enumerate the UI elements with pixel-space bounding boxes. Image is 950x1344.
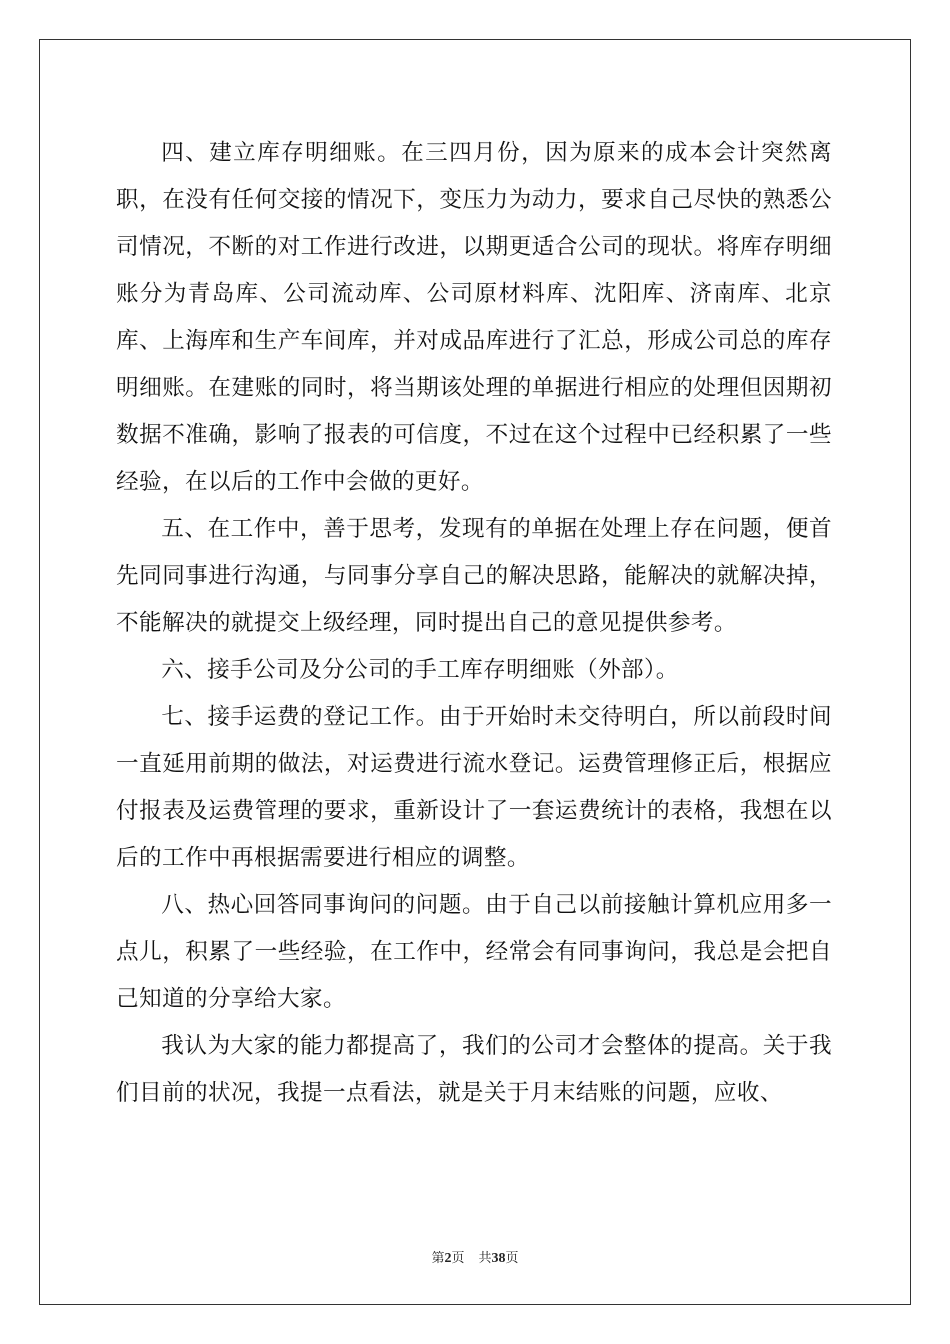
paragraph: 五、在工作中，善于思考，发现有的单据在处理上存在问题，便首先同同事进行沟通，与同事分享自己的解决思路，能解决的就解决掉，不能解决的就提交上级经理，同时提出自己的意见提供参考。 — [116, 516, 832, 636]
page-footer — [0, 1247, 950, 1267]
paragraph: 六、接手公司及分公司的手工库存明细账（外部）。 — [161, 657, 679, 683]
paragraph: 我认为大家的能力都提高了，我们的公司才会整体的提高。关于我们目前的状况，我提一点看法，就是关于月末结账的问题，应收、 — [116, 1033, 832, 1106]
paragraph: 七、接手运费的登记工作。由于开始时未交待明白，所以前段时间一直延用前期的做法，对运费进行流水登记。运费管理修正后，根据应付报表及运费管理的要求，重新设计了一套运费统计的表格，我想在以后的工作中再根据需要进行相应的调整。 — [116, 704, 832, 871]
footer-total-prefix: 共 — [478, 1251, 492, 1266]
footer-prefix: 第 — [431, 1251, 445, 1266]
paragraph: 八、热心回答同事询问的问题。由于自己以前接触计算机应用多一点儿，积累了一些经验，在工作中，经常会有同事询问，我总是会把自己知道的分享给大家。 — [116, 892, 832, 1012]
document-body — [116, 130, 832, 1117]
paragraph: 四、建立库存明细账。在三四月份，因为原来的成本会计突然离职，在没有任何交接的情况下，变压力为动力，要求自己尽快的熟悉公司情况，不断的对工作进行改进，以期更适合公司的现状。将库存明细账分为青岛库、公司流动库、公司原材料库、沈阳库、济南库、北京库、上海库和生产车间库，并对成品库进行了汇总，形成公司总的库存明细账。在建账的同时，将当期该处理的单据进行相应的处理但因期初数据不准确，影响了报表的可信度，不过在这个过程中已经积累了一些经验，在以后的工作中会做的更好。 — [116, 140, 832, 495]
footer-page-suffix: 页 — [451, 1251, 465, 1266]
page-number: 2 — [444, 1251, 452, 1266]
total-pages: 38 — [491, 1251, 506, 1266]
footer-total-suffix: 页 — [505, 1251, 519, 1266]
